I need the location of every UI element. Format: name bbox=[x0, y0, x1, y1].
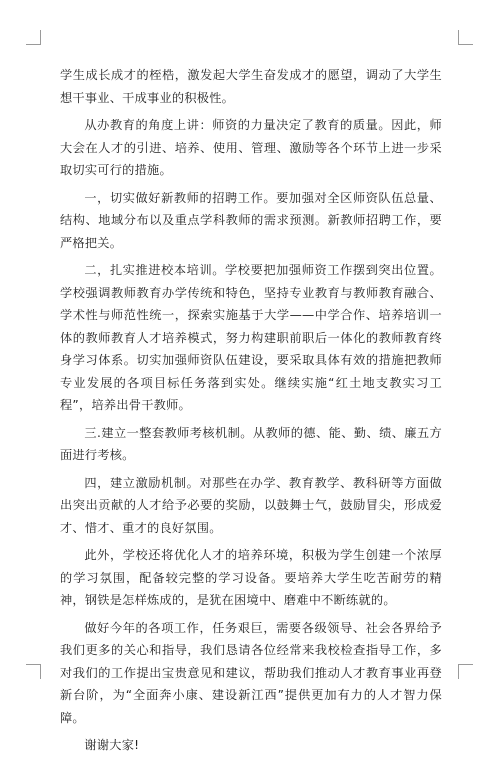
paragraph-recruitment: 一，切实做好新教师的招聘工作。要加强对全区师资队伍总量、结构、地域分布以及重点学科教师的需求预测。新教师招聘工作，要严格把关。 bbox=[60, 190, 442, 250]
page-corner-mark-bottom-right bbox=[458, 664, 473, 679]
paragraph-incentives: 四，建立激励机制。对那些在办学、教育教学、教科研等方面做出突出贡献的人才给予必要的奖励，以鼓舞士气，鼓励冒尖，形成爱才、惜才、重才的良好氛围。 bbox=[60, 475, 442, 535]
paragraph-continuation: 学生成长成才的桎梏，激发起大学生奋发成才的愿望，调动了大学生想干事业、干成事业的积极性。 bbox=[60, 68, 442, 105]
paragraph-assessment: 三.建立一整套教师考核机制。从教师的德、能、勤、绩、廉五方面进行考核。 bbox=[60, 425, 442, 462]
page-corner-mark-bottom-left bbox=[26, 664, 41, 679]
document-body bbox=[60, 64, 442, 762]
paragraph-closing-request: 做好今年的各项工作，任务艰巨，需要各级领导、社会各界给予我们更多的关心和指导，我们恳请各位经常来我校检查指导工作，多对我们的工作提出宝贵意见和建议，帮助我们推动人才教育事业再登新台阶，为“全面奔小康、建设新江西”提供更加有力的人才智力保障。 bbox=[60, 620, 442, 725]
paragraph-teaching-staff: 从办教育的角度上讲：师资的力量决定了教育的质量。因此，师大会在人才的引进、培养、使用、管理、激励等各个环节上进一步采取切实可行的措施。 bbox=[60, 118, 442, 177]
page-corner-mark-top-right bbox=[458, 30, 473, 45]
paragraph-environment: 此外，学校还将优化人才的培养环境，积极为学生创建一个浓厚的学习氛围，配备较完整的学习设备。要培养大学生吃苦耐劳的精神，钢铁是怎样炼成的，是犹在困境中、磨难中不断练就的。 bbox=[60, 548, 442, 607]
paragraph-thanks: 谢谢大家! bbox=[84, 738, 140, 752]
page-corner-mark-top-left bbox=[26, 30, 41, 45]
paragraph-school-training: 二，扎实推进校本培训。学校要把加强师资工作摆到突出位置。学校强调教师教育办学传统和特色，坚持专业教育与教师教育融合、学术性与师范性统一，探索实施基于大学——中学合作、培养培训一体的教师教育人才培养模式，努力构建职前职后一体化的教师教育终身学习体系。切实加强师资队伍建设，要采取具体有效的措施把教师专业发展的各项目标任务落到实处。继续实施“红土地支教实习工程”，培养出骨干教师。 bbox=[60, 263, 442, 412]
